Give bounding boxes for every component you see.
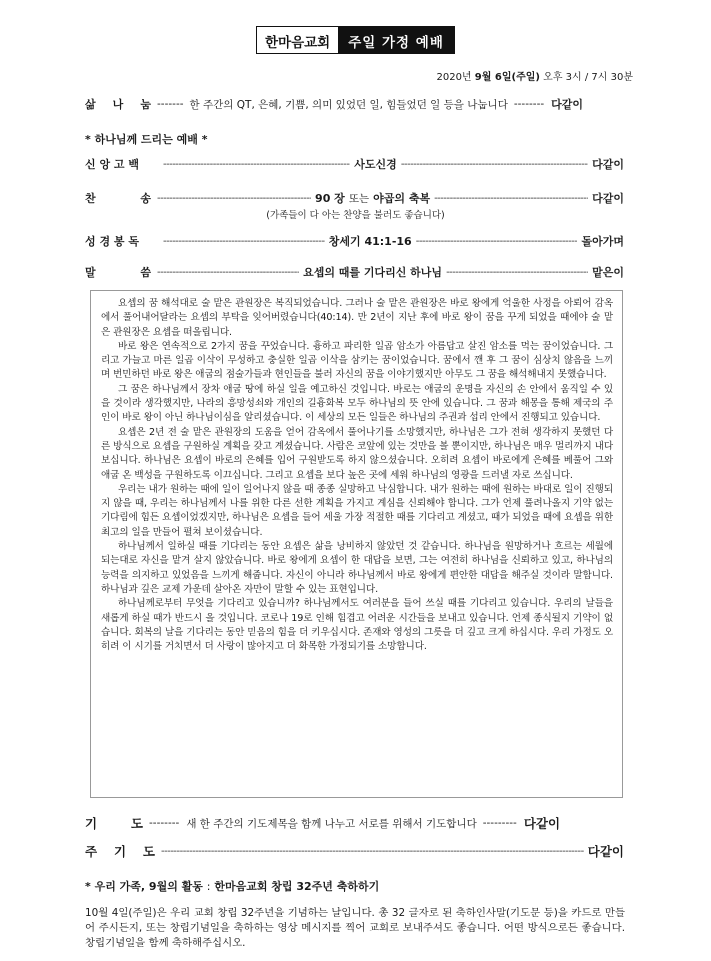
hymn-label: 찬 송 (85, 192, 151, 205)
activity-heading-sep: : (206, 880, 211, 893)
prayer-text: 새 한 주간의 기도제목을 함께 나누고 서로를 위해서 기도합니다 (186, 817, 477, 830)
hymn-conjunction: 또는 (348, 192, 370, 205)
hymn-dash-2 (434, 193, 588, 204)
sermon-paragraph: 요셉의 꿈 해석대로 술 맡은 관원장은 복직되었습니다. 그러나 술 맡은 관원장은 바로 왕에게 억울한 사정을 아뢰어 감옥에서 풀어내어달라는 요셉의 부탁을 잊어버렸습니다(40:14). 만 2년이 지난 후에 바로 왕이 꿈을 꾸게 되었을 때에야 술 맡은 관원장은 요셉을 떠올립니다. (101, 298, 613, 338)
order-lords-prayer (85, 840, 624, 862)
sermon-label: 말 씀 (85, 266, 151, 279)
order-sermon (85, 263, 624, 281)
lords-prayer-dash (161, 846, 584, 857)
creed-label: 신 앙 고 백 (85, 158, 139, 171)
order-sharing (85, 95, 624, 113)
sermon-paragraph: 하나님께로부터 무엇을 기다리고 있습니까? 하나님께서도 여러분을 들어 쓰실 때를 기다리고 있습니다. 우리의 날들을 새롭게 하실 때가 반드시 올 것입니다. 코로나 19로 인해 힘겹고 어려운 시간들을 보내고 있습니다. 언제 종식될지 기약이 없습니다. 회복의 날을 기다리는 동안 믿음의 힘을 더 키우십시다. 존재와 영성의 그릇을 더 깊고 크게 하십시다. 우리 가정도 오히려 이 시기를 거치면서 더 사랑이 많아지고 더 화목한 가정되기를 소망합니다. (101, 598, 613, 653)
sharing-dash-1: ------- (157, 98, 184, 110)
sermon-text-box (90, 290, 623, 798)
sermon-paragraph: 요셉은 2년 전 술 맡은 관원장의 도움을 얻어 감옥에서 풀어나기를 소망했지만, 하나님은 그가 전혀 생각하지 못했던 다른 방식으로 요셉을 구원하실 계획을 갖고 계셨습니다. 사람은 코앞에 있는 것만을 볼 뿐이지만, 하나님은 매우 멀리까지 내다보십니다. 하나님은 요셉이 바로의 은혜를 입어 구원받도록 하지 않으셨습니다. 오히려 요셉이 바로에게 은혜를 베풀어 그와 애굽 온 백성을 구원하도록 이끄십니다. 그리고 요셉을 보다 높은 곳에 세워 하나님의 영광을 드러낼 자로 쓰십니다. (101, 426, 613, 481)
hymn-number: 90 장 (315, 192, 345, 205)
reading-dash-1 (163, 236, 325, 247)
sharing-text: 한 주간의 QT, 은혜, 기쁨, 의미 있었던 일, 힘들었던 일 등을 나눕니다 (189, 98, 508, 111)
reading-dash-2 (416, 236, 578, 247)
sermon-paragraph: 바로 왕은 연속적으로 2가지 꿈을 꾸었습니다. 흉하고 파리한 일곱 암소가 아름답고 살진 암소를 먹는 꿈이었습니다. 그리고 가늘고 마른 일곱 이삭이 무성하고 충실한 일곱 이삭을 삼키는 꿈이었습니다. 꿈에서 깬 후 그 꿈이 심상치 않음을 느끼며 번민하던 바로 왕은 애굽의 점술가들과 현인들을 불러 자신의 꿈을 이야기했지만 아무도 그 꿈을 해석해내지 못했습니다. (101, 340, 613, 381)
creed-role: 다같이 (592, 158, 624, 171)
sermon-role: 맡은이 (592, 266, 624, 279)
prayer-dash-2: --------- (482, 817, 517, 829)
order-prayer (85, 812, 624, 834)
creed-item: 사도신경 (354, 158, 397, 171)
prayer-role: 다같이 (523, 816, 561, 831)
hymn-dash-1 (157, 193, 311, 204)
bulletin-title (256, 26, 455, 54)
sermon-dash-1 (157, 267, 299, 278)
reading-passage: 창세기 41:1-16 (328, 235, 412, 248)
order-hymn (85, 189, 624, 207)
service-date (436, 68, 633, 83)
church-name: 한마음교회 (257, 27, 338, 53)
order-creed (85, 155, 624, 173)
activity-heading (85, 878, 379, 894)
hymn-song: 야곱의 축복 (373, 192, 431, 205)
date-day: 9월 6일(주일) (474, 72, 540, 83)
sharing-role: 다같이 (551, 98, 584, 111)
sermon-paragraph: 하나님께서 일하실 때를 기다리는 동안 요셉은 삶을 낭비하지 않았던 것 같습니다. 하나님을 원망하거나 흐르는 세월에 되는대로 자신을 맡겨 살지 않았습니다. 바로 왕에게 요셉이 한 대답을 보면, 그는 여전히 하나님을 신뢰하고 있고, 하나님의 능력을 의지하고 있었음을 느끼게 해줍니다. 자신이 아니라 하나님께서 바로 왕에게 편안한 대답을 해주실 것이라 말합니다. 하나님과 깊은 교제 가운데 살아온 자만이 말할 수 있는 표현입니다. (101, 541, 613, 595)
prayer-label: 기 도 (85, 816, 143, 831)
sermon-dash-2 (446, 267, 588, 278)
activity-heading-prefix: * 우리 가족, 9월의 활동 (85, 880, 203, 893)
sharing-label: 삶 나 눔 (85, 98, 151, 111)
creed-dash-1 (163, 159, 350, 170)
reading-role: 돌아가며 (581, 235, 624, 248)
sermon-paragraph: 우리는 내가 원하는 때에 일이 일어나지 않을 때 종종 실망하고 낙심합니다. 내가 원하는 때에 원하는 바대로 일이 진행되지 않을 때, 우리는 하나님께서 나를 위한 다른 선한 계획을 가지고 계심을 신뢰해야 합니다. 그가 언제 풀려나올지 기약 없는 기다림에 힘든 요셉이었겠지만, 하나님은 요셉을 들어 세울 가장 적절한 때를 기다리고 계셨고, 때가 되었을 때에 요셉을 위한 최고의 일을 만들어 펼쳐 보이셨습니다. (101, 483, 613, 538)
lords-prayer-label: 주 기 도 (85, 844, 155, 859)
sharing-dash-2: -------- (513, 98, 545, 110)
hymn-role: 다같이 (592, 192, 624, 205)
activity-text: 10월 4일(주일)은 우리 교회 창립 32주년을 기념하는 날입니다. 총 32 글자로 된 축하인사말(기도문 등)을 카드로 만들어 주시든지, 또는 창립기념일을 축하하는 영상 메시지를 찍어 교회로 보내주셔도 좋습니다. 어떤 방식으로든 좋습니다. 창립기념일을 함께 축하해주십시오. (85, 907, 625, 949)
order-reading (85, 232, 624, 250)
worship-heading: * 하나님께 드리는 예배 * (85, 133, 208, 146)
lords-prayer-role: 다같이 (587, 844, 624, 859)
sermon-paragraph: 그 꿈은 하나님께서 장차 애굽 땅에 하실 일을 예고하신 것입니다. 바로는 애굽의 운명을 자신의 손 안에서 움직일 수 있을 것이라 생각했지만, 나라의 흥망성쇠와 개인의 길흉화복 모두 하나님의 뜻 안에 있습니다. 그 꿈과 해몽을 통해 제국의 주인이 바로 왕이 아닌 하나님이심을 알리셨습니다. 이 세상의 모든 일들은 하나님의 주권과 섭리 안에서 진행되고 있습니다. (101, 383, 613, 424)
service-time: 오후 3시 / 7시 30분 (543, 72, 633, 83)
service-name: 주일 가정 예배 (338, 27, 454, 53)
date-year: 2020년 (436, 72, 472, 83)
prayer-dash-1: -------- (149, 817, 180, 829)
reading-label: 성 경 봉 독 (85, 235, 139, 248)
sermon-title: 요셉의 때를 기다리신 하나님 (303, 266, 443, 279)
hymn-note: (가족들이 다 아는 찬양을 불러도 좋습니다) (266, 210, 445, 221)
activity-heading-title: 한마음교회 창립 32주년 축하하기 (214, 880, 380, 893)
creed-dash-2 (401, 159, 588, 170)
